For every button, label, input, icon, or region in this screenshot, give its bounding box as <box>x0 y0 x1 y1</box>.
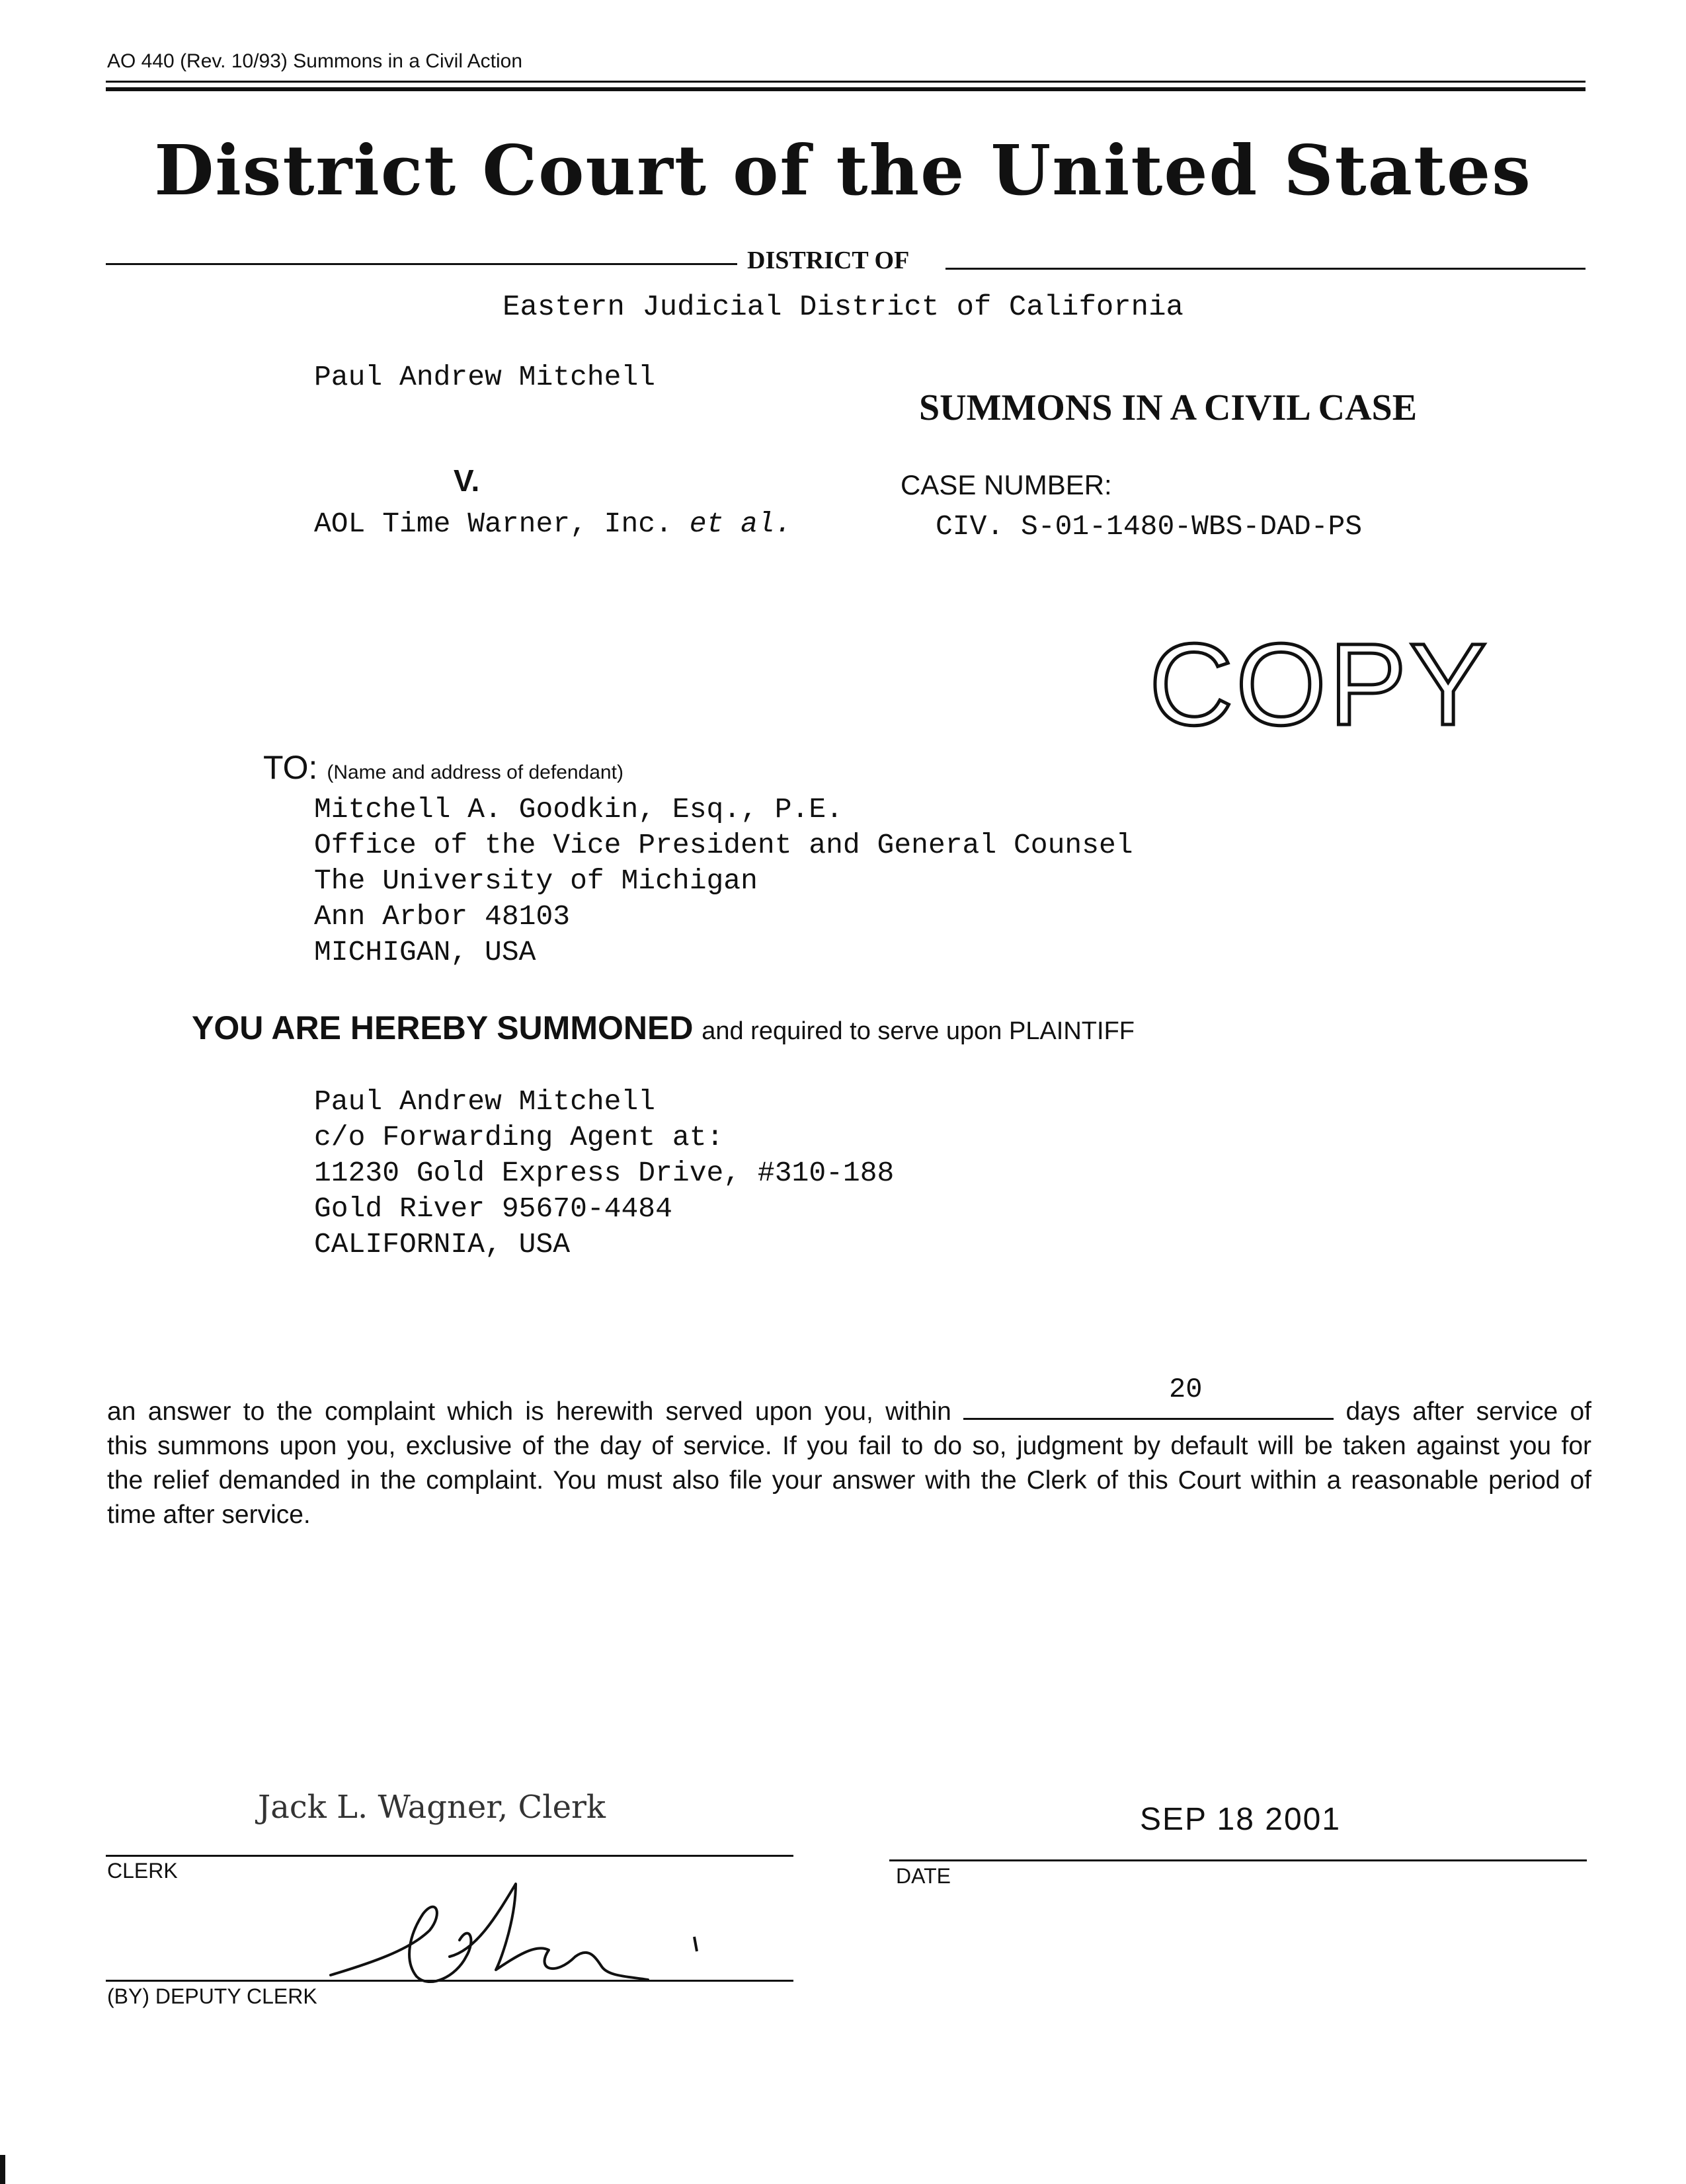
form-id: AO 440 (Rev. 10/93) Summons in a Civil Action <box>107 50 523 72</box>
plaintiff-address-line: Paul Andrew Mitchell <box>314 1085 656 1118</box>
document-type: SUMMONS IN A CIVIL CASE <box>919 387 1418 428</box>
summoned-rest: and required to serve upon PLAINTIFF <box>702 1017 1135 1045</box>
header-rule-thin <box>106 81 1586 83</box>
defendant-name <box>314 508 792 540</box>
defendant-company: AOL Time Warner, Inc. <box>314 508 672 540</box>
plaintiff-address-line: 11230 Gold Express Drive, #310-188 <box>314 1157 895 1189</box>
case-number: CIV. S-01-1480-WBS-DAD-PS <box>936 510 1363 543</box>
deputy-signature <box>317 1877 727 1996</box>
district-name: Eastern Judicial District of California <box>502 291 1184 324</box>
paragraph-line1-start: an answer to the complaint which is herewith served upon you, within <box>107 1397 951 1426</box>
deputy-clerk-label: (BY) DEPUTY CLERK <box>107 1984 317 2008</box>
header-rule-thick <box>106 87 1586 91</box>
date-value: SEP 18 2001 <box>1140 1802 1342 1837</box>
to-note: (Name and address of defendant) <box>327 761 623 783</box>
date-line <box>889 1859 1587 1861</box>
copy-stamp: COPY <box>1149 620 1490 750</box>
district-rule-right <box>945 268 1586 270</box>
paragraph-line2: this summons upon you, exclusive of the day of service. If you fail to do so, judgment by default will be taken against you for <box>107 1432 1591 1460</box>
summoned-statement <box>192 1009 1135 1047</box>
plaintiff-name: Paul Andrew Mitchell <box>314 361 656 393</box>
defendant-address-line: The University of Michigan <box>314 865 758 897</box>
defendant-suffix: et al. <box>689 508 792 540</box>
case-number-label: CASE NUMBER: <box>901 469 1112 500</box>
paragraph-line1-end: days after service of <box>1345 1397 1591 1426</box>
clerk-label: CLERK <box>107 1859 178 1883</box>
days-blank <box>963 1398 1334 1420</box>
paragraph-line3: the relief demanded in the complaint. You must also file your answer with the Clerk of this Court within a reasonable period of <box>107 1466 1591 1495</box>
defendant-address-line: Office of the Vice President and General Counsel <box>314 829 1133 861</box>
paragraph-line4: time after service. <box>107 1501 311 1529</box>
plaintiff-address-line: c/o Forwarding Agent at: <box>314 1121 724 1153</box>
date-label: DATE <box>896 1864 951 1888</box>
to-section-label <box>263 748 623 787</box>
clerk-line <box>106 1855 793 1857</box>
clerk-name-stamp: Jack L. Wagner, Clerk <box>258 1789 606 1826</box>
answer-days-value: 20 <box>1169 1374 1203 1405</box>
district-label: DISTRICT OF <box>747 247 910 274</box>
scan-edge-mark <box>0 2155 5 2184</box>
court-title: District Court of the United States <box>154 130 1532 211</box>
defendant-address-line: Mitchell A. Goodkin, Esq., P.E. <box>314 793 843 826</box>
defendant-address-line: Ann Arbor 48103 <box>314 900 571 933</box>
deputy-clerk-line <box>106 1980 793 1982</box>
district-rule-left <box>106 263 737 265</box>
plaintiff-address-line: Gold River 95670-4484 <box>314 1192 672 1225</box>
answer-paragraph <box>107 1395 1591 1532</box>
defendant-address-line: MICHIGAN, USA <box>314 936 536 968</box>
to-label: TO: <box>263 749 318 786</box>
versus-label: V. <box>454 463 480 498</box>
plaintiff-address-line: CALIFORNIA, USA <box>314 1228 571 1261</box>
paragraph-line <box>107 1395 1591 1429</box>
summoned-bold: YOU ARE HEREBY SUMMONED <box>192 1009 694 1046</box>
